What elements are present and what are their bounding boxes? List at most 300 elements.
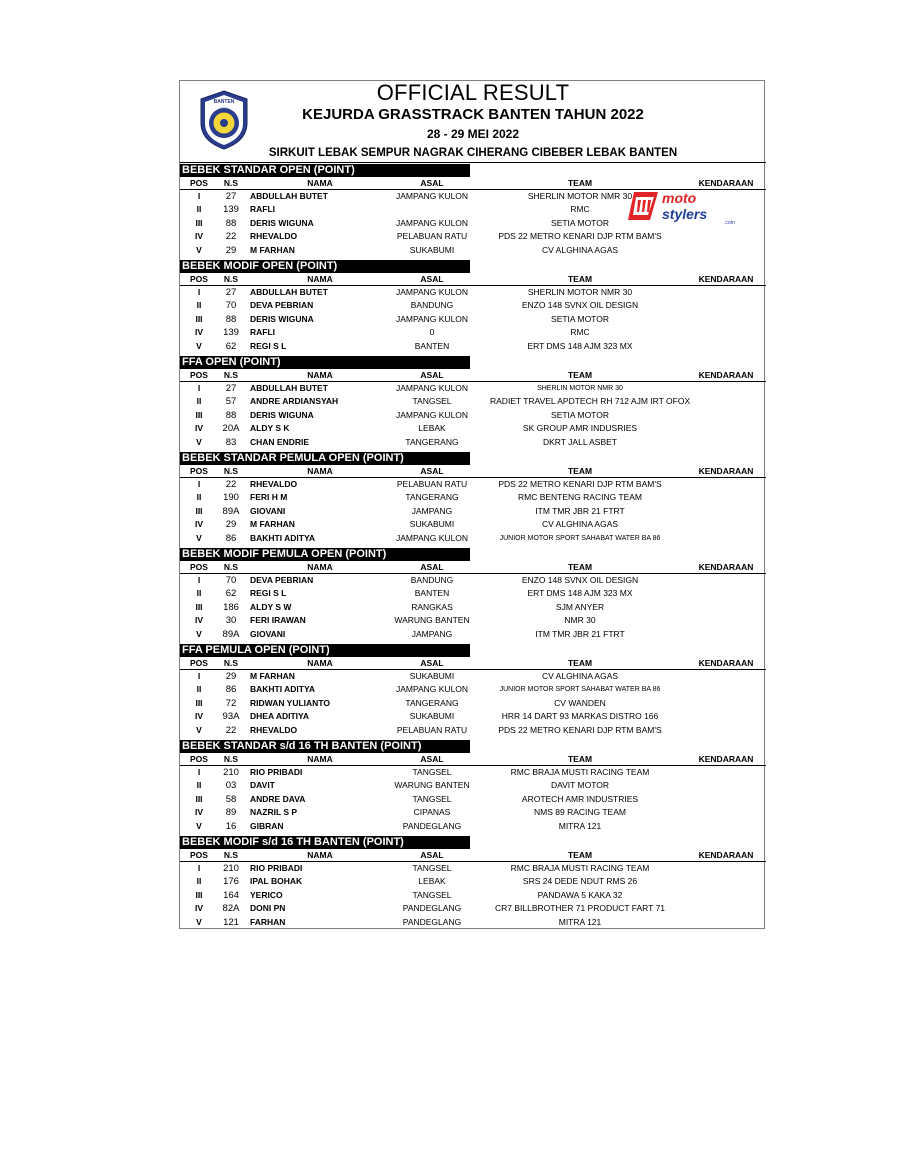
- cell-ns: 16: [225, 820, 237, 832]
- result-row: [180, 518, 766, 531]
- cell-ns: 27: [225, 287, 237, 298]
- svg-text:BANTEN: BANTEN: [213, 99, 235, 105]
- cell-nama: DEVA PEBRIAN: [250, 300, 314, 311]
- result-row: [180, 313, 766, 326]
- cell-team: SHERLIN MOTOR NMR 30: [527, 287, 633, 297]
- category-title: BEBEK MODIF OPEN (POINT): [180, 260, 470, 273]
- cell-asal: BANTEN: [414, 588, 450, 599]
- column-header-pos: POS: [190, 562, 208, 572]
- cell-ns: 30: [225, 615, 237, 627]
- cell-pos: II: [196, 876, 202, 887]
- motostylers-watermark: [628, 188, 742, 226]
- column-header-nama: NAMA: [307, 658, 333, 668]
- result-row: [180, 244, 766, 257]
- cell-asal: JAMPANG KULON: [395, 409, 469, 420]
- result-row: [180, 862, 766, 875]
- column-header-kendaraan: KENDARAAN: [698, 178, 754, 188]
- cell-team: ERT DMS 148 AJM 323 MX: [527, 340, 633, 351]
- cell-team: DAVIT MOTOR: [550, 780, 610, 791]
- cell-ns: 89A: [222, 505, 240, 517]
- cell-team: SHERLIN MOTOR NMR 30: [537, 385, 623, 392]
- cell-asal: PELABUAN RATU: [396, 724, 468, 735]
- results-sections: [180, 164, 766, 932]
- cell-ns: 29: [225, 244, 237, 256]
- result-row: [180, 683, 766, 696]
- cell-team: SETIA MOTOR: [551, 409, 609, 420]
- result-row: [180, 889, 766, 902]
- header-divider: [180, 162, 766, 163]
- column-header-asal: ASAL: [420, 178, 444, 188]
- cell-team: NMR 30: [564, 615, 596, 626]
- result-row: [180, 628, 766, 641]
- result-row: [180, 478, 766, 491]
- column-header-row: [180, 849, 766, 862]
- category-title: BEBEK STANDAR OPEN (POINT): [180, 164, 470, 177]
- cell-team: RMC BRAJA MUSTI RACING TEAM: [510, 767, 650, 777]
- cell-asal: TANGERANG: [405, 436, 459, 447]
- cell-nama: M FARHAN: [250, 671, 295, 681]
- cell-team: RMC BENTENG RACING TEAM: [517, 492, 643, 503]
- svg-text:stylers: stylers: [662, 206, 708, 222]
- cell-team: PDS 22 METRO KENARI DJP RTM BAM'S: [498, 724, 662, 735]
- cell-asal: BANDUNG: [410, 300, 454, 311]
- column-header-team: TEAM: [567, 562, 593, 572]
- cell-nama: FERI H M: [250, 492, 288, 503]
- cell-asal: TANGERANG: [405, 697, 459, 708]
- cell-nama: DONI PN: [250, 903, 286, 914]
- column-header-row: [180, 465, 766, 478]
- cell-nama: DERIS WIGUNA: [250, 313, 314, 324]
- result-row: [180, 574, 766, 587]
- column-header-pos: POS: [190, 850, 208, 860]
- cell-asal: JAMPANG KULON: [395, 532, 469, 543]
- cell-team: ENZO 148 SVNX OIL DESIGN: [521, 300, 639, 311]
- result-row: [180, 793, 766, 806]
- cell-asal: BANDUNG: [410, 575, 454, 585]
- column-header-nama: NAMA: [307, 754, 333, 764]
- cell-pos: II: [196, 780, 202, 791]
- cell-ns: 89A: [222, 628, 240, 640]
- column-header-pos: POS: [190, 274, 208, 284]
- event-venue: SIRKUIT LEBAK SEMPUR NAGRAK CIHERANG CIBEBER LEBAK BANTEN: [268, 147, 678, 159]
- cell-ns: 29: [225, 671, 237, 682]
- column-header-asal: ASAL: [420, 274, 444, 284]
- cell-team: SETIA MOTOR: [551, 313, 609, 324]
- category-title: BEBEK STANDAR s/d 16 TH BANTEN (POINT): [180, 740, 470, 753]
- cell-team: NMS 89 RACING TEAM: [534, 807, 626, 818]
- cell-ns: 62: [225, 340, 237, 352]
- column-header-pos: POS: [190, 370, 208, 380]
- result-row: [180, 724, 766, 737]
- cell-team: RMC BRAJA MUSTI RACING TEAM: [510, 863, 650, 873]
- cell-pos: IV: [194, 807, 204, 818]
- cell-asal: JAMPANG KULON: [395, 684, 469, 695]
- column-header-ns: N.S: [223, 466, 239, 476]
- cell-pos: III: [195, 217, 203, 228]
- cell-ns: 139: [223, 327, 239, 339]
- cell-pos: II: [196, 588, 202, 599]
- cell-pos: V: [196, 916, 202, 927]
- cell-pos: I: [197, 767, 201, 777]
- cell-nama: ABDULLAH BUTET: [250, 383, 328, 393]
- cell-team: HRR 14 DART 93 MARKAS DISTRO 166: [501, 711, 659, 722]
- svg-text:.com: .com: [724, 220, 735, 226]
- category-title: FFA OPEN (POINT): [180, 356, 470, 369]
- cell-pos: V: [196, 436, 202, 447]
- cell-team: SHERLIN MOTOR NMR 30: [527, 191, 633, 201]
- cell-pos: II: [196, 204, 202, 215]
- column-header-nama: NAMA: [307, 370, 333, 380]
- category-title: FFA PEMULA OPEN (POINT): [180, 644, 470, 657]
- cell-team: CV WANDEN: [554, 697, 606, 708]
- cell-nama: ABDULLAH BUTET: [250, 287, 328, 297]
- column-header-ns: N.S: [223, 178, 239, 188]
- cell-team: CV ALGHINA AGAS: [541, 244, 619, 255]
- cell-ns: 88: [225, 217, 237, 229]
- result-row: [180, 697, 766, 710]
- column-header-kendaraan: KENDARAAN: [698, 850, 754, 860]
- cell-nama: RIDWAN YULIANTO: [250, 697, 330, 708]
- column-header-team: TEAM: [567, 178, 593, 188]
- result-row: [180, 395, 766, 408]
- cell-nama: ANDRE DAVA: [250, 793, 306, 804]
- column-header-asal: ASAL: [420, 754, 444, 764]
- column-header-kendaraan: KENDARAAN: [698, 754, 754, 764]
- cell-asal: SUKABUMI: [409, 519, 455, 530]
- cell-nama: M FARHAN: [250, 519, 295, 530]
- cell-pos: III: [195, 313, 203, 324]
- result-row: [180, 875, 766, 888]
- cell-nama: ALDY S W: [250, 601, 292, 612]
- cell-pos: I: [197, 479, 201, 489]
- cell-ns: 57: [225, 396, 237, 408]
- cell-ns: 82A: [222, 903, 240, 915]
- cell-ns: 03: [225, 780, 237, 792]
- cell-nama: GIOVANI: [250, 505, 286, 516]
- cell-ns: 93A: [222, 711, 240, 723]
- column-header-row: [180, 753, 766, 766]
- svg-text:I M I: I M I: [220, 106, 228, 111]
- result-row: [180, 382, 766, 395]
- result-section: [180, 548, 766, 644]
- category-title: BEBEK MODIF s/d 16 TH BANTEN (POINT): [180, 836, 470, 849]
- cell-nama: GIOVANI: [250, 628, 286, 639]
- cell-pos: III: [195, 409, 203, 420]
- column-header-ns: N.S: [223, 562, 239, 572]
- cell-team: SETIA MOTOR: [551, 217, 609, 228]
- column-header-team: TEAM: [567, 466, 593, 476]
- cell-nama: DEVA PEBRIAN: [250, 575, 314, 585]
- result-row: [180, 902, 766, 915]
- result-section: [180, 452, 766, 548]
- cell-ns: 186: [223, 601, 239, 613]
- cell-ns: 121: [223, 916, 239, 928]
- cell-nama: BAKHTI ADITYA: [250, 684, 316, 695]
- result-row: [180, 436, 766, 449]
- cell-ns: 89: [225, 807, 237, 819]
- cell-asal: TANGSEL: [412, 793, 452, 804]
- cell-nama: NAZRIL S P: [250, 807, 298, 818]
- cell-asal: LEBAK: [418, 423, 446, 434]
- cell-team: JUNIOR MOTOR SPORT SAHABAT WATER BA 86: [499, 686, 661, 694]
- cell-asal: JAMPANG KULON: [395, 217, 469, 228]
- cell-asal: RANGKAS: [411, 601, 453, 612]
- column-header-ns: N.S: [223, 754, 239, 764]
- cell-team: MITRA 121: [558, 916, 602, 927]
- cell-ns: 176: [223, 876, 239, 888]
- cell-ns: 22: [225, 479, 237, 490]
- cell-team: ITM TMR JBR 21 FTRT: [535, 505, 625, 516]
- column-header-row: [180, 561, 766, 574]
- cell-asal: BANTEN: [414, 340, 450, 351]
- column-header-row: [180, 657, 766, 670]
- cell-asal: PELABUAN RATU: [396, 479, 468, 489]
- cell-pos: I: [197, 287, 201, 297]
- cell-ns: 27: [225, 191, 237, 202]
- cell-ns: 88: [225, 409, 237, 421]
- column-header-ns: N.S: [223, 658, 239, 668]
- result-row: [180, 286, 766, 299]
- cell-asal: WARUNG BANTEN: [394, 780, 470, 791]
- cell-nama: RHEVALDO: [250, 724, 298, 735]
- cell-nama: ABDULLAH BUTET: [250, 191, 328, 201]
- cell-pos: II: [196, 300, 202, 311]
- cell-team: ITM TMR JBR 21 FTRT: [535, 628, 625, 639]
- cell-ns: 27: [225, 383, 237, 394]
- cell-asal: 0: [429, 327, 435, 338]
- result-row: [180, 409, 766, 422]
- cell-ns: 22: [225, 231, 237, 243]
- result-row: [180, 779, 766, 792]
- cell-team: PDS 22 METRO KENARI DJP RTM BAM'S: [498, 479, 662, 489]
- cell-asal: PANDEGLANG: [402, 820, 462, 831]
- column-header-pos: POS: [190, 178, 208, 188]
- column-header-ns: N.S: [223, 850, 239, 860]
- cell-nama: FARHAN: [250, 916, 286, 927]
- cell-pos: II: [196, 492, 202, 503]
- cell-team: CV ALGHINA AGAS: [541, 671, 619, 681]
- cell-nama: RIO PRIBADI: [250, 863, 303, 873]
- cell-nama: IPAL BOHAK: [250, 876, 303, 887]
- cell-nama: RHEVALDO: [250, 231, 298, 242]
- cell-asal: SUKABUMI: [409, 671, 455, 681]
- cell-pos: III: [195, 793, 203, 804]
- column-header-kendaraan: KENDARAAN: [698, 370, 754, 380]
- cell-nama: CHAN ENDRIE: [250, 436, 310, 447]
- event-title: KEJURDA GRASSTRACK BANTEN TAHUN 2022: [302, 106, 644, 123]
- column-header-asal: ASAL: [420, 658, 444, 668]
- column-header-pos: POS: [190, 658, 208, 668]
- cell-team: PANDAWA 5 KAKA 32: [537, 889, 623, 900]
- cell-asal: TANGERANG: [405, 492, 459, 503]
- event-dates: 28 - 29 MEI 2022: [426, 127, 520, 141]
- column-header-ns: N.S: [223, 370, 239, 380]
- column-header-kendaraan: KENDARAAN: [698, 274, 754, 284]
- cell-ns: 62: [225, 588, 237, 600]
- cell-nama: DHEA ADITIYA: [250, 711, 310, 722]
- cell-asal: JAMPANG KULON: [395, 313, 469, 324]
- cell-team: CR7 BILLBROTHER 71 PRODUCT FART 71: [494, 903, 666, 914]
- column-header-asal: ASAL: [420, 850, 444, 860]
- column-header-row: [180, 369, 766, 382]
- column-header-nama: NAMA: [307, 178, 333, 188]
- cell-pos: IV: [194, 519, 204, 530]
- cell-pos: II: [196, 396, 202, 407]
- cell-nama: YERICO: [250, 889, 283, 900]
- cell-asal: TANGSEL: [412, 889, 452, 900]
- cell-asal: JAMPANG KULON: [395, 383, 469, 393]
- cell-ns: 72: [225, 697, 237, 709]
- cell-ns: 20A: [222, 423, 240, 435]
- column-header-team: TEAM: [567, 274, 593, 284]
- cell-pos: III: [195, 505, 203, 516]
- result-row: [180, 230, 766, 243]
- column-header-team: TEAM: [567, 754, 593, 764]
- column-header-kendaraan: KENDARAAN: [698, 562, 754, 572]
- cell-nama: ANDRE ARDIANSYAH: [250, 396, 339, 407]
- cell-pos: IV: [194, 903, 204, 914]
- result-row: [180, 820, 766, 833]
- cell-team: SJM ANYER: [555, 601, 605, 612]
- cell-team: ERT DMS 148 AJM 323 MX: [527, 588, 633, 599]
- cell-pos: II: [196, 684, 202, 695]
- cell-pos: V: [196, 340, 202, 351]
- document-title: OFFICIAL RESULT: [376, 80, 570, 105]
- result-section: [180, 836, 766, 932]
- cell-ns: 88: [225, 313, 237, 325]
- column-header-team: TEAM: [567, 850, 593, 860]
- column-header-ns: N.S: [223, 274, 239, 284]
- cell-nama: REGI S L: [250, 340, 287, 351]
- result-row: [180, 601, 766, 614]
- result-row: [180, 916, 766, 929]
- column-header-nama: NAMA: [307, 466, 333, 476]
- cell-nama: REGI S L: [250, 588, 287, 599]
- result-sheet: [179, 80, 765, 929]
- cell-team: SRS 24 DEDE NDUT RMS 26: [522, 876, 638, 887]
- category-title: BEBEK MODIF PEMULA OPEN (POINT): [180, 548, 470, 561]
- result-row: [180, 422, 766, 435]
- column-header-nama: NAMA: [307, 850, 333, 860]
- cell-pos: I: [197, 383, 201, 393]
- cell-asal: PANDEGLANG: [402, 903, 462, 914]
- cell-pos: I: [197, 575, 201, 585]
- column-header-asal: ASAL: [420, 562, 444, 572]
- cell-pos: I: [197, 191, 201, 201]
- result-row: [180, 710, 766, 723]
- cell-pos: V: [196, 820, 202, 831]
- cell-ns: 210: [223, 863, 239, 874]
- category-title: BEBEK STANDAR PEMULA OPEN (POINT): [180, 452, 470, 465]
- cell-asal: SUKABUMI: [409, 244, 455, 255]
- result-row: [180, 670, 766, 683]
- cell-team: PDS 22 METRO KENARI DJP RTM BAM'S: [498, 231, 662, 242]
- cell-pos: IV: [194, 327, 204, 338]
- cell-ns: 190: [223, 492, 239, 504]
- cell-ns: 22: [225, 724, 237, 736]
- column-header-pos: POS: [190, 754, 208, 764]
- cell-pos: IV: [194, 615, 204, 626]
- cell-asal: TANGSEL: [412, 396, 452, 407]
- cell-ns: 86: [225, 684, 237, 696]
- cell-pos: I: [197, 671, 201, 681]
- cell-ns: 70: [225, 300, 237, 312]
- cell-nama: RIO PRIBADI: [250, 767, 303, 777]
- cell-pos: I: [197, 863, 201, 873]
- cell-team: ENZO 148 SVNX OIL DESIGN: [521, 575, 639, 585]
- result-row: [180, 326, 766, 339]
- result-section: [180, 260, 766, 356]
- column-header-team: TEAM: [567, 658, 593, 668]
- cell-pos: III: [195, 889, 203, 900]
- cell-nama: BAKHTI ADITYA: [250, 532, 316, 543]
- cell-ns: 139: [223, 204, 239, 216]
- column-header-team: TEAM: [567, 370, 593, 380]
- result-row: [180, 532, 766, 545]
- result-row: [180, 491, 766, 504]
- result-section: [180, 356, 766, 452]
- cell-asal: LEBAK: [418, 876, 446, 887]
- cell-asal: JAMPANG: [411, 505, 453, 516]
- cell-nama: DERIS WIGUNA: [250, 409, 314, 420]
- result-row: [180, 505, 766, 518]
- cell-pos: V: [196, 628, 202, 639]
- cell-asal: CIPANAS: [413, 807, 451, 818]
- cell-nama: GIBRAN: [250, 820, 284, 831]
- column-header-asal: ASAL: [420, 466, 444, 476]
- result-row: [180, 806, 766, 819]
- column-header-nama: NAMA: [307, 274, 333, 284]
- cell-pos: IV: [194, 711, 204, 722]
- cell-team: RMC: [570, 327, 590, 338]
- cell-pos: V: [196, 532, 202, 543]
- cell-ns: 70: [225, 575, 237, 586]
- cell-ns: 164: [223, 889, 239, 901]
- column-header-asal: ASAL: [420, 370, 444, 380]
- column-header-kendaraan: KENDARAAN: [698, 466, 754, 476]
- cell-pos: V: [196, 724, 202, 735]
- cell-asal: TANGSEL: [412, 863, 452, 873]
- cell-asal: PANDEGLANG: [402, 916, 462, 927]
- cell-team: SK GROUP AMR INDUSRIES: [522, 423, 638, 434]
- cell-team: JUNIOR MOTOR SPORT SAHABAT WATER BA 86: [499, 534, 661, 542]
- cell-team: DKRT JALL ASBET: [542, 436, 617, 447]
- cell-asal: PELABUAN RATU: [396, 231, 468, 242]
- cell-nama: RAFLI: [250, 204, 276, 215]
- cell-asal: JAMPANG: [411, 628, 453, 639]
- result-row: [180, 299, 766, 312]
- cell-ns: 83: [225, 436, 237, 448]
- cell-pos: III: [195, 601, 203, 612]
- cell-nama: RAFLI: [250, 327, 276, 338]
- cell-ns: 210: [223, 767, 239, 778]
- cell-nama: ALDY S K: [250, 423, 290, 434]
- result-section: [180, 644, 766, 740]
- cell-ns: 29: [225, 519, 237, 531]
- cell-team: AROTECH AMR INDUSTRIES: [521, 793, 639, 804]
- column-header-row: [180, 273, 766, 286]
- column-header-pos: POS: [190, 466, 208, 476]
- cell-pos: IV: [194, 231, 204, 242]
- cell-asal: JAMPANG KULON: [395, 191, 469, 201]
- cell-asal: SUKABUMI: [409, 711, 455, 722]
- cell-nama: RHEVALDO: [250, 479, 298, 489]
- cell-asal: WARUNG BANTEN: [394, 615, 470, 626]
- column-header-nama: NAMA: [307, 562, 333, 572]
- cell-asal: JAMPANG KULON: [395, 287, 469, 297]
- result-row: [180, 587, 766, 600]
- cell-nama: DAVIT: [250, 780, 275, 791]
